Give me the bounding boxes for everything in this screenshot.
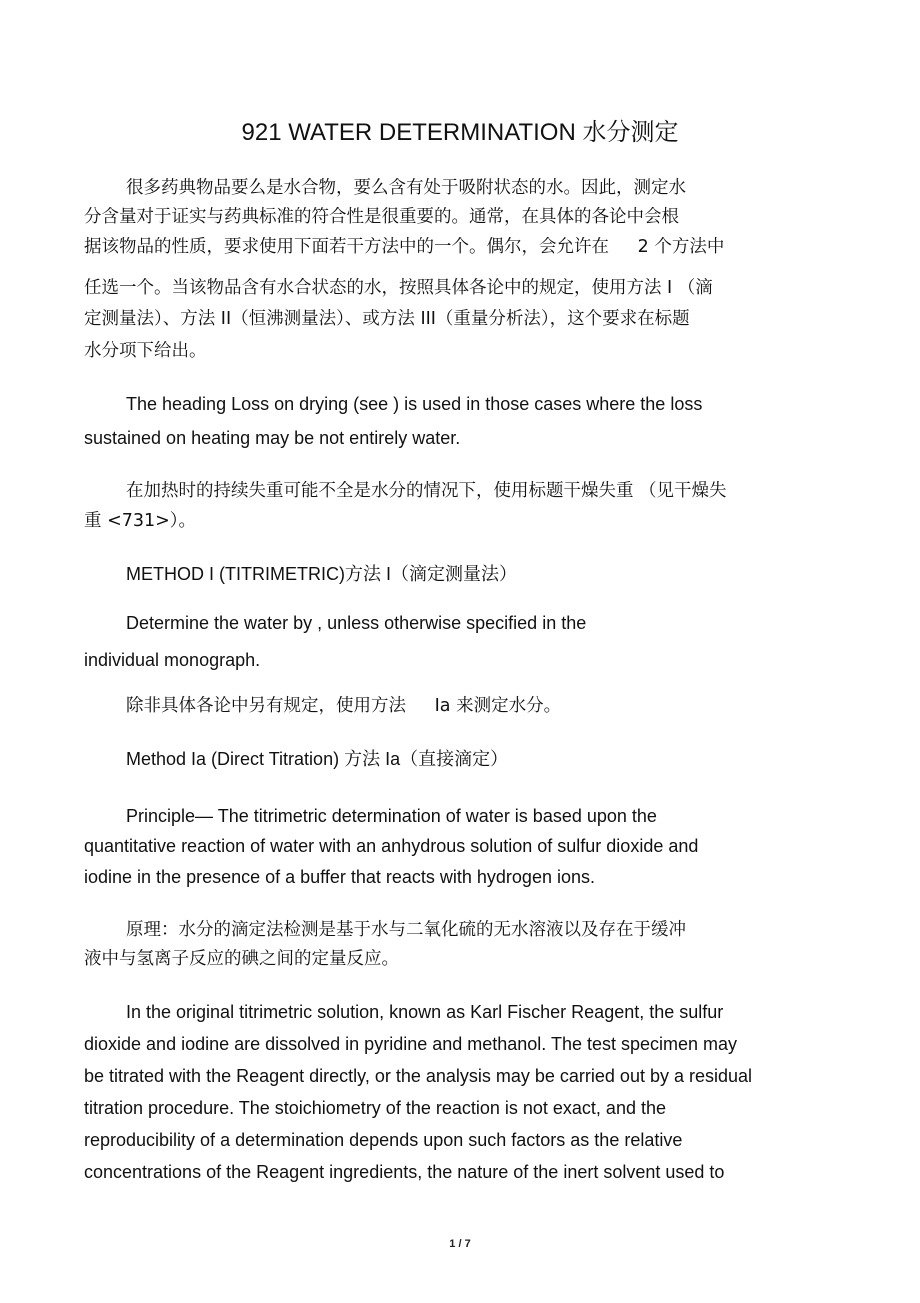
paragraph-line: 水分项下给出。 <box>84 341 207 361</box>
paragraph-line: 除非具体各论中另有规定，使用方法 Ia 来测定水分。 <box>126 696 562 716</box>
paragraph-line: Principle— The titrimetric determination of water is based upon the <box>126 806 657 826</box>
paragraph-line: Determine the water by , unless otherwise specified in the <box>126 613 587 633</box>
paragraph-line: concentrations of the Reagent ingredients, the nature of the inert solvent used to <box>84 1162 725 1182</box>
paragraph-line: titration procedure. The stoichiometry of the reaction is not exact, and the <box>84 1098 666 1118</box>
paragraph-line: 液中与氢离子反应的碘之间的定量反应。 <box>84 949 399 969</box>
paragraph-line: 原理：水分的滴定法检测是基于水与二氧化硫的无水溶液以及存在于缓冲 <box>126 920 686 940</box>
paragraph-line: 任选一个。当该物品含有水合状态的水，按照具体各论中的规定，使用方法 I （滴 <box>84 278 713 298</box>
paragraph-line: In the original titrimetric solution, known as Karl Fischer Reagent, the sulfur <box>126 1002 724 1022</box>
page-title: 921 WATER DETERMINATION 水分测定 <box>241 119 679 146</box>
paragraph-line: reproducibility of a determination depends upon such factors as the relative <box>84 1130 683 1150</box>
paragraph-line: dioxide and iodine are dissolved in pyridine and methanol. The test specimen may <box>84 1034 738 1054</box>
paragraph-line: 据该物品的性质，要求使用下面若干方法中的一个。偶尔，会允许在 2 个方法中 <box>84 237 725 257</box>
paragraph-line: individual monograph. <box>84 650 261 670</box>
paragraph-line: sustained on heating may be not entirely water. <box>84 428 461 448</box>
paragraph-line: iodine in the presence of a buffer that reacts with hydrogen ions. <box>84 867 595 887</box>
paragraph-line: 定测量法）、方法 II（恒沸测量法）、或方法 III（重量分析法），这个要求在标题 <box>84 309 690 329</box>
paragraph-line: 很多药典物品要么是水合物，要么含有处于吸附状态的水。因此，测定水 <box>126 178 686 198</box>
paragraph-line: 在加热时的持续失重可能不全是水分的情况下，使用标题干燥失重 （见干燥失 <box>126 481 727 501</box>
paragraph-line: quantitative reaction of water with an anhydrous solution of sulfur dioxide and <box>84 836 699 856</box>
section-heading: METHOD I (TITRIMETRIC)方法 I（滴定测量法） <box>126 564 517 584</box>
paragraph-line: be titrated with the Reagent directly, or the analysis may be carried out by a residual <box>84 1066 753 1086</box>
paragraph-line: The heading Loss on drying (see ) is used in those cases where the loss <box>126 394 703 414</box>
paragraph-line: 分含量对于证实与药典标准的符合性是很重要的。通常，在具体的各论中会根 <box>84 207 679 227</box>
page-number: 1 / 7 <box>449 1238 471 1250</box>
section-heading: Method Ia (Direct Titration) 方法 Ia（直接滴定） <box>126 749 509 769</box>
paragraph-line: 重 <731>）。 <box>84 511 197 531</box>
